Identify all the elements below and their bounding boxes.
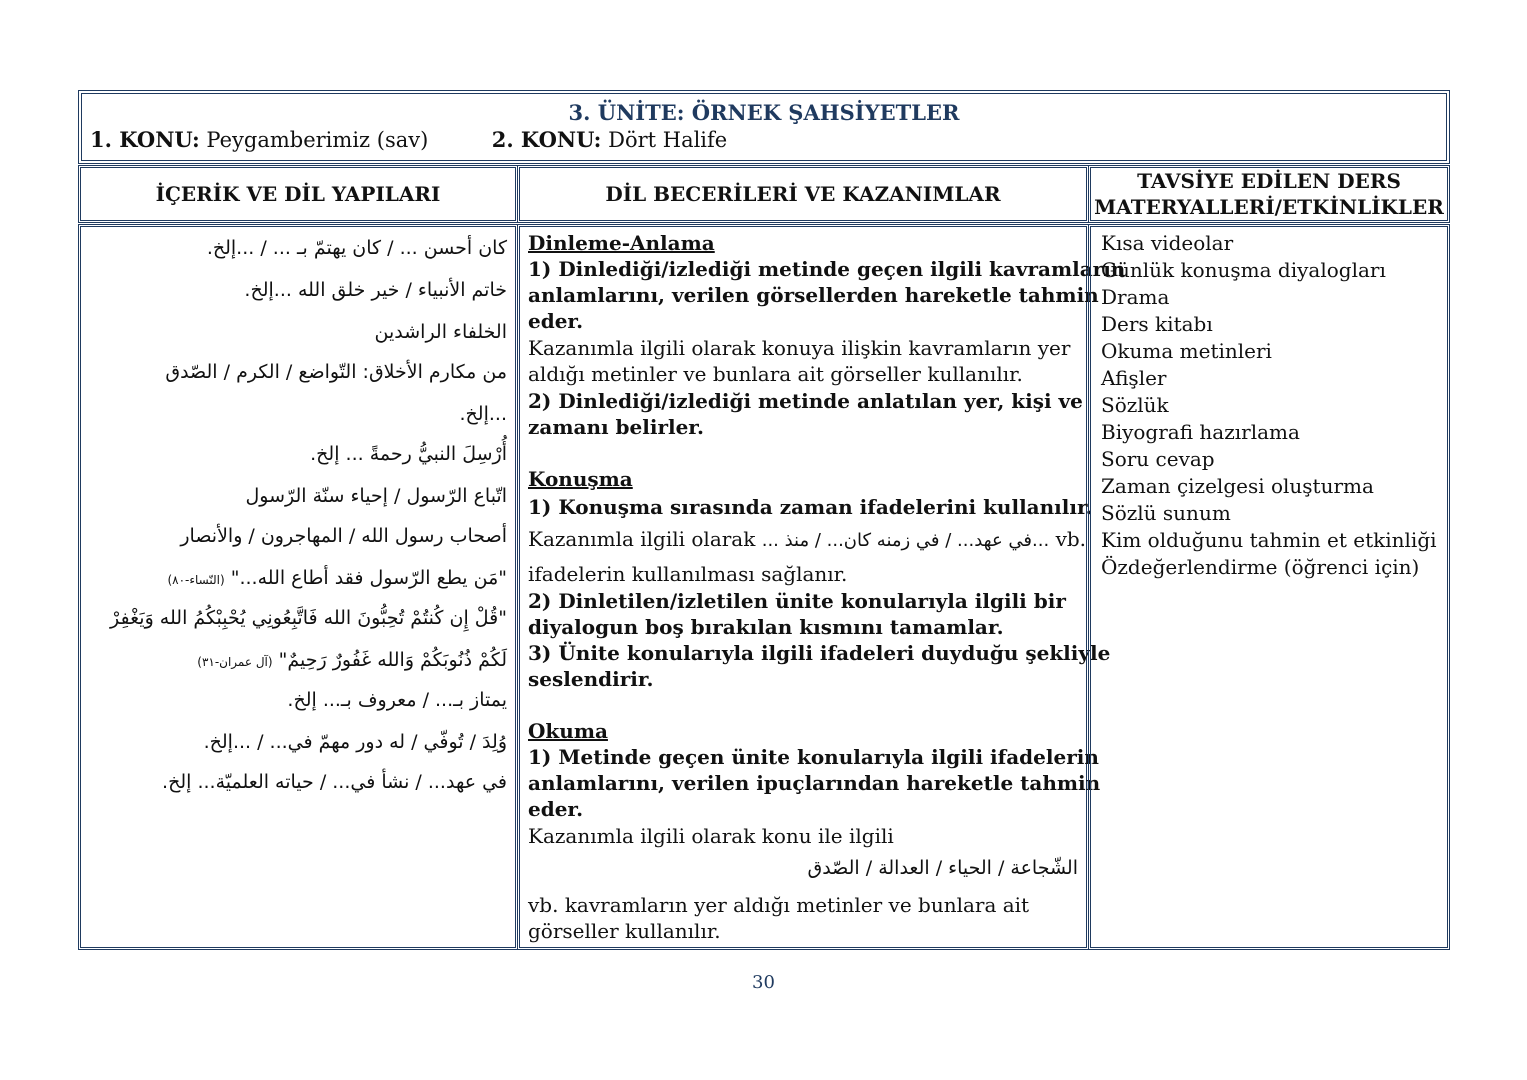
material-item: Ders kitabı — [1101, 312, 1213, 336]
unit-header — [78, 90, 1450, 164]
topic2-value: Dört Halife — [608, 128, 728, 152]
content-line: كان أحسن ... / كان يهتمّ بـ ... / ...إلخ. — [206, 237, 507, 259]
note-line — [528, 527, 1086, 551]
page-number: 30 — [752, 972, 775, 993]
quran-quote-line: "قُلْ إِن كُنتُمْ تُحِبُّونَ الله فَاتَّبِعُونِي يُحْبِبْكُمُ الله وَيَغْفِرْ — [110, 607, 507, 629]
verse-reference: (النّساء-٨٠) — [167, 573, 225, 587]
column-header-materials — [1088, 165, 1450, 223]
column-title-materials-line2: MATERYALLERİ/ETKİNLİKLER — [1094, 195, 1444, 219]
column-title-skills: DİL BECERİLERİ VE KAZANIMLAR — [605, 182, 1001, 206]
content-line: أُرْسِلَ النبيُّ رحمةً ... إلخ. — [310, 443, 507, 465]
quran-quote-line — [167, 567, 507, 589]
topic-line — [90, 127, 727, 152]
material-item: Sözlü sunum — [1101, 501, 1231, 525]
material-item: Kim olduğunu tahmin et etkinliği — [1101, 528, 1437, 552]
column-title-materials — [1091, 168, 1447, 220]
content-line: وُلِدَ / تُوفّي / له دور مهمّ في... / ...إلخ. — [203, 731, 507, 753]
material-item: Biyografi hazırlama — [1101, 420, 1300, 444]
content-line: من مكارم الأخلاق: التّواضع / الكرم / الصّدق — [165, 361, 507, 383]
outcome-line: diyalogun boş bırakılan kısmını tamamlar. — [528, 615, 1004, 639]
content-line: خاتم الأنبياء / خير خلق الله ...إلخ. — [244, 279, 507, 301]
arabic-concepts: الشّجاعة / الحياء / العدالة / الصّدق — [807, 857, 1078, 879]
outcome-line: zamanı belirler. — [528, 415, 704, 439]
material-item: Zaman çizelgesi oluşturma — [1101, 474, 1374, 498]
arabic-expression: ...في عهد... / في زمنه كان... / منذ ... — [761, 530, 1050, 551]
note-line: Kazanımla ilgili olarak konuya ilişkin kavramların yer — [528, 336, 1071, 360]
outcome-line: anlamlarını, verilen ipuçlarından hareketle tahmin — [528, 771, 1101, 795]
quote-text: لَكُمْ ذُنُوبَكُمْ وَالله غَفُورٌ رَحِيمٌ" — [278, 649, 507, 671]
topic1-label: 1. KONU: — [90, 127, 200, 152]
note-text: Kazanımla ilgili olarak — [528, 527, 756, 551]
material-item: Günlük konuşma diyalogları — [1101, 258, 1386, 282]
outcome-line: 1) Konuşma sırasında zaman ifadelerini kullanılır. — [528, 495, 1093, 519]
topic2-label: 2. KONU: — [491, 127, 602, 152]
quran-quote-line — [197, 649, 507, 671]
outcome-line: seslendirir. — [528, 667, 654, 691]
content-column — [78, 224, 518, 950]
note-line: aldığı metinler ve bunlara ait görseller kullanılır. — [528, 362, 1023, 386]
outcome-line: 3) Ünite konularıyla ilgili ifadeleri duyduğu şekliyle — [528, 641, 1111, 665]
content-line: يمتاز بـ... / معروف بـ... إلخ. — [287, 689, 507, 711]
section-heading-listening: Dinleme-Anlama — [528, 231, 715, 255]
column-header-content — [78, 165, 518, 223]
material-item: Kısa videolar — [1101, 231, 1234, 255]
section-heading-reading: Okuma — [528, 719, 608, 743]
content-line: أصحاب رسول الله / المهاجرون / والأنصار — [180, 525, 507, 547]
note-text: vb. — [1055, 527, 1087, 551]
column-title-materials-line1: TAVSİYE EDİLEN DERS — [1137, 169, 1401, 193]
material-item: Okuma metinleri — [1101, 339, 1272, 363]
material-item: Özdeğerlendirme (öğrenci için) — [1101, 555, 1420, 579]
outcome-line: anlamlarını, verilen görsellerden hareketle tahmin — [528, 283, 1099, 307]
outcome-line: 1) Dinlediği/izlediği metinde geçen ilgili kavramların — [528, 257, 1126, 281]
column-header-skills — [517, 165, 1089, 223]
content-line: اتّباع الرّسول / إحياء سنّة الرّسول — [245, 485, 507, 507]
outcome-line: 1) Metinde geçen ünite konularıyla ilgili ifadelerin — [528, 745, 1099, 769]
outcome-line: eder. — [528, 797, 584, 821]
content-line: ...إلخ. — [459, 403, 507, 425]
materials-column — [1088, 224, 1450, 950]
section-heading-speaking: Konuşma — [528, 467, 633, 491]
quote-text: "مَن يطع الرّسول فقد أطاع الله..." — [230, 567, 507, 589]
note-line: vb. kavramların yer aldığı metinler ve bunlara ait — [528, 893, 1030, 917]
content-line: في عهد... / نشأ في... / حياته العلميّة... إلخ. — [162, 771, 507, 793]
unit-title: 3. ÜNİTE: ÖRNEK ŞAHSİYETLER — [568, 100, 960, 125]
material-item: Drama — [1101, 285, 1170, 309]
note-line: görseller kullanılır. — [528, 919, 721, 943]
material-item: Soru cevap — [1101, 447, 1215, 471]
content-line: الخلفاء الراشدين — [374, 321, 507, 343]
verse-reference: (آل عمران-٣١) — [197, 655, 273, 669]
column-title-content: İÇERİK VE DİL YAPILARI — [155, 182, 441, 206]
topic1-value: Peygamberimiz (sav) — [206, 128, 429, 152]
material-item: Sözlük — [1101, 393, 1169, 417]
skills-column — [517, 224, 1126, 950]
material-item: Afişler — [1101, 366, 1167, 390]
outcome-line: eder. — [528, 309, 584, 333]
outcome-line: 2) Dinlediği/izlediği metinde anlatılan yer, kişi ve — [528, 389, 1083, 413]
outcome-line: 2) Dinletilen/izletilen ünite konularıyla ilgili bir — [528, 589, 1066, 613]
note-line: ifadelerin kullanılması sağlanır. — [528, 562, 848, 586]
note-line: Kazanımla ilgili olarak konu ile ilgili — [528, 824, 894, 848]
